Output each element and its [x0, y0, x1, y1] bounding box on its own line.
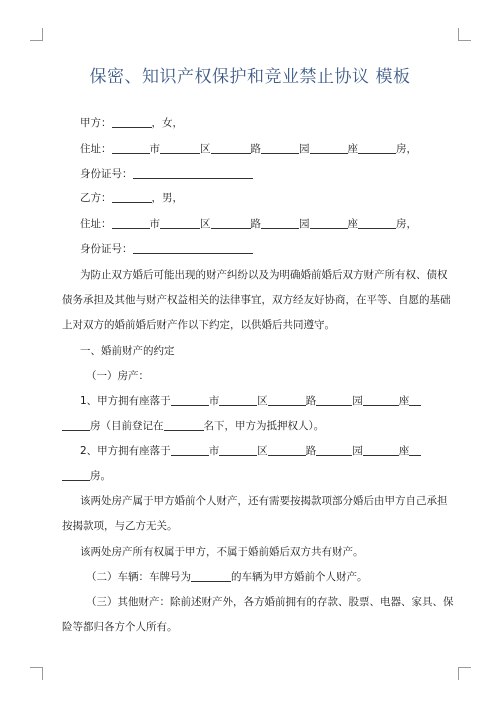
blank[interactable]: [171, 394, 209, 406]
crop-mark-bottom-right: [458, 667, 471, 680]
house-1-line-2: [62, 419, 422, 433]
unit-text: 路: [305, 445, 317, 457]
blank[interactable]: [310, 142, 348, 154]
unit-text: 园: [352, 445, 363, 457]
address-label: 住址：: [80, 143, 112, 155]
intro-line-2: 债务承担及其他与财产权益相关的法律事宜，双方经友好协商，在平等、自愿的基础: [62, 294, 451, 306]
house-1-registered: 房（目前登记在: [90, 420, 164, 432]
party-a-id-line: [80, 167, 440, 181]
house-2-line-2: [62, 469, 422, 483]
party-b-address-line: [80, 217, 440, 231]
blank[interactable]: [358, 217, 396, 229]
party-b-name-blank[interactable]: [112, 191, 152, 203]
unit-text: 座: [398, 395, 410, 407]
party-a-address-line: [80, 142, 440, 156]
crop-mark-bottom-left: [30, 667, 43, 680]
ownership-para: 该两处房产所有权属于甲方，不属于婚前婚后双方共有财产。: [80, 546, 364, 558]
blank[interactable]: [62, 419, 90, 431]
intro-line-3: 上对双方的婚前婚后财产作以下约定，以供婚后共同遵守。: [62, 319, 335, 331]
unit-text: 房，: [396, 218, 417, 230]
blank[interactable]: [358, 142, 396, 154]
section-heading-1: 一、婚前财产的约定: [80, 345, 175, 357]
unit-text: 市: [149, 218, 160, 230]
subsection-house: （一）房产：: [86, 370, 149, 382]
blank[interactable]: [409, 394, 421, 406]
unit-text: 座: [347, 218, 358, 230]
blank[interactable]: [219, 444, 257, 456]
house-2-line-1: [80, 444, 440, 458]
unit-text: 市: [208, 395, 220, 407]
party-a-gender: ，女，: [151, 117, 183, 129]
blank[interactable]: [363, 394, 399, 406]
vehicle-prefix: （二）车辆：车牌号为: [86, 571, 191, 583]
id-label: 身份证号：: [80, 168, 133, 180]
loan-para-line-2: 按揭款项，与乙方无关。: [62, 520, 178, 532]
party-a-line: [80, 116, 440, 130]
unit-text: 路: [250, 143, 261, 155]
id-blank[interactable]: [133, 242, 253, 254]
house-1-prefix: 1、甲方拥有座落于: [80, 395, 171, 407]
unit-text: 路: [250, 218, 261, 230]
loan-para-line-1: 该两处房产属于甲方婚前个人财产，还有需要按揭款项部分婚后由甲方自己承担: [80, 495, 448, 507]
subsection-other-line-1: （三）其他财产：除前述财产外，各方婚前拥有的存款、股票、电器、家具、保: [86, 596, 454, 608]
subsection-other-line-2: 险等都归各方个人所有。: [62, 621, 178, 633]
id-blank[interactable]: [133, 167, 253, 179]
crop-mark-top-right: [458, 28, 471, 41]
id-label: 身份证号：: [80, 243, 133, 255]
house-2-prefix: 2、甲方拥有座落于: [80, 445, 171, 457]
vehicle-suffix: 的车辆为甲方婚前个人财产。: [231, 571, 368, 583]
blank[interactable]: [261, 142, 299, 154]
blank[interactable]: [409, 444, 421, 456]
blank[interactable]: [171, 444, 209, 456]
unit-text: 区: [257, 395, 268, 407]
unit-text: 座: [398, 445, 410, 457]
unit-text: 座: [347, 143, 358, 155]
house-1-line-1: [80, 394, 440, 408]
blank[interactable]: [160, 142, 200, 154]
party-a-name-blank[interactable]: [112, 116, 152, 128]
blank[interactable]: [268, 394, 306, 406]
subsection-vehicle: [86, 570, 446, 584]
blank[interactable]: [316, 444, 352, 456]
blank[interactable]: [112, 142, 150, 154]
blank[interactable]: [261, 217, 299, 229]
party-b-id-line: [80, 242, 440, 256]
intro-line-1: 为防止双方婚后可能出现的财产纠纷以及为明确婚前婚后双方财产所有权、债权: [80, 269, 448, 281]
unit-text: 园: [299, 143, 310, 155]
blank[interactable]: [164, 419, 204, 431]
crop-mark-top-left: [30, 28, 43, 41]
blank[interactable]: [160, 217, 200, 229]
blank[interactable]: [310, 217, 348, 229]
document-title: 保密、知识产权保护和竞业禁止协议 模板: [89, 67, 411, 87]
unit-text: 区: [200, 143, 211, 155]
unit-text: 园: [352, 395, 363, 407]
blank[interactable]: [211, 217, 251, 229]
party-b-gender: ，男，: [151, 192, 183, 204]
blank[interactable]: [112, 217, 150, 229]
house-2-end: 房。: [90, 470, 111, 482]
blank[interactable]: [363, 444, 399, 456]
unit-text: 市: [149, 143, 160, 155]
party-a-label: 甲方：: [80, 117, 112, 129]
blank[interactable]: [268, 444, 306, 456]
blank[interactable]: [211, 142, 251, 154]
party-b-line: [80, 191, 440, 205]
plate-blank[interactable]: [191, 570, 231, 582]
blank[interactable]: [219, 394, 257, 406]
blank[interactable]: [316, 394, 352, 406]
unit-text: 房，: [396, 143, 417, 155]
blank[interactable]: [62, 469, 90, 481]
party-b-label: 乙方：: [80, 192, 112, 204]
unit-text: 园: [299, 218, 310, 230]
unit-text: 市: [208, 445, 220, 457]
house-1-mortgage: 名下，甲方为抵押权人）。: [203, 420, 325, 432]
address-label: 住址：: [80, 218, 112, 230]
unit-text: 区: [200, 218, 211, 230]
unit-text: 区: [257, 445, 268, 457]
unit-text: 路: [305, 395, 317, 407]
